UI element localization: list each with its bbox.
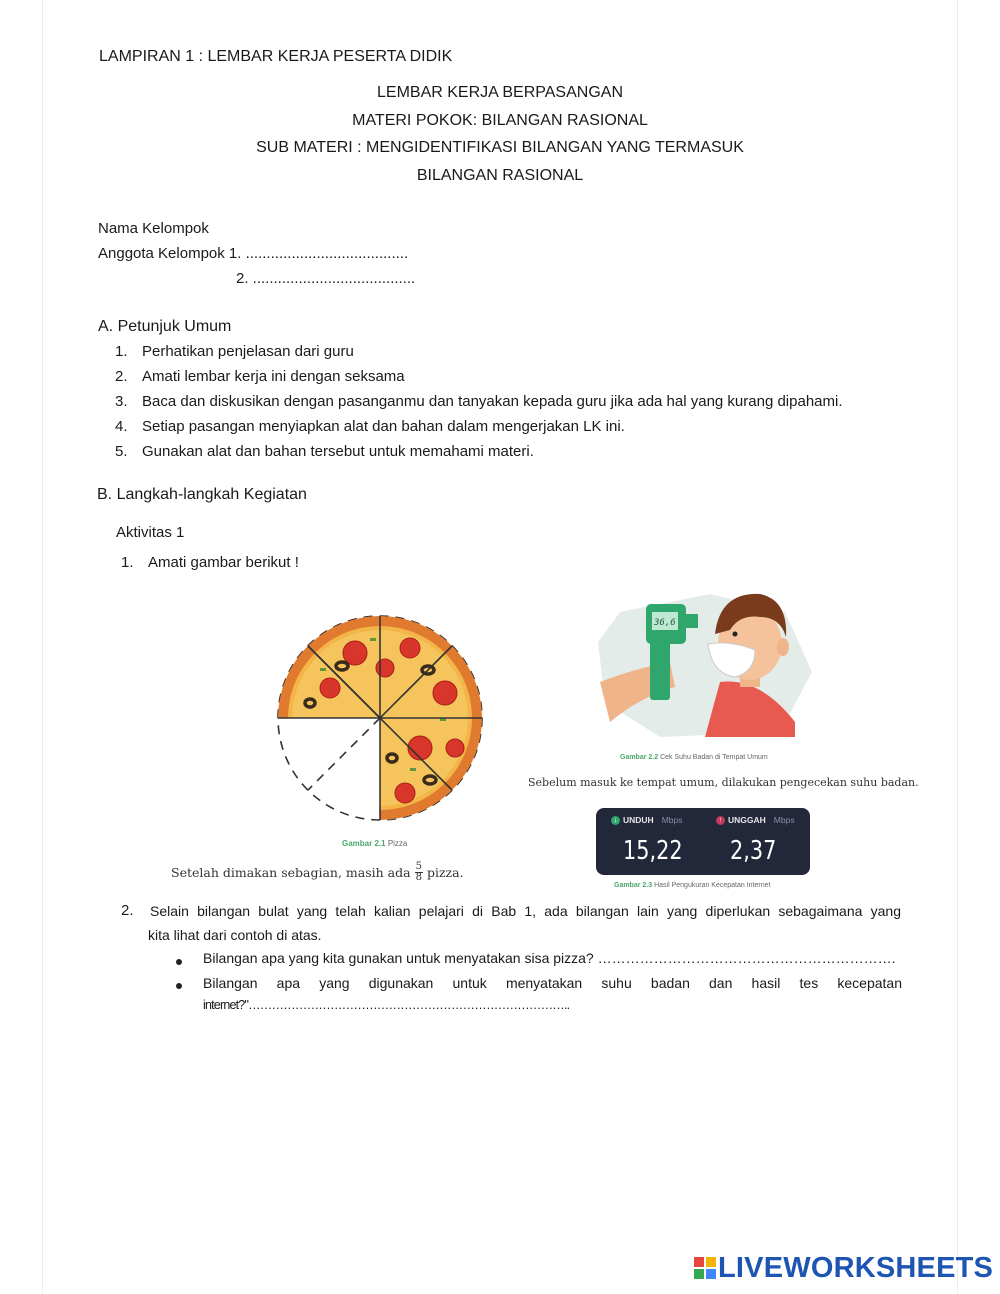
- download-arrow-icon: ↓: [611, 816, 620, 825]
- pizza-sentence-before: Setelah dimakan sebagian, masih ada: [171, 865, 411, 880]
- anggota-kelompok-1[interactable]: Anggota Kelompok 1. .......................................: [98, 245, 409, 262]
- question-bullet-1[interactable]: Bilangan apa yang kita gunakan untuk menyatakan sisa pizza? ……………………………………………………….: [203, 950, 896, 966]
- upload-arrow-icon: ↑: [716, 816, 725, 825]
- instruction-item-1: Perhatikan penjelasan dari guru: [142, 343, 354, 360]
- question-2-line-2: kita lihat dari contoh di atas.: [148, 927, 322, 943]
- question-2-line-1: Selain bilangan bulat yang telah kalian pelajari di Bab 1, ada bilangan lain yang diperlukan sebagaimana yang: [150, 903, 901, 919]
- instruction-num-4: 4.: [115, 418, 128, 435]
- instruction-item-5: Gunakan alat dan bahan tersebut untuk memahami materi.: [142, 443, 534, 460]
- logo-square-2: [706, 1257, 716, 1267]
- pizza-sentence-after: pizza.: [426, 865, 464, 880]
- download-unit: Mbps: [661, 815, 683, 825]
- pizza-caption-text: Pizza: [387, 839, 408, 848]
- logo-square-3: [694, 1269, 704, 1279]
- upload-unit: Mbps: [773, 815, 795, 825]
- question-2-num: 2.: [121, 902, 134, 919]
- page-edge-left: [42, 0, 43, 1294]
- activity-label: Aktivitas 1: [116, 524, 185, 541]
- fraction-denominator: 8: [415, 872, 422, 883]
- instruction-num-1: 1.: [115, 343, 128, 360]
- instruction-num-3: 3.: [115, 393, 128, 410]
- instruction-num-2: 2.: [115, 368, 128, 385]
- section-a-heading: A. Petunjuk Umum: [98, 318, 232, 335]
- question-bullet-2-line-2[interactable]: internet?"………………………………………………………………………..: [203, 998, 570, 1012]
- question-bullet-2-line-1: Bilangan apa yang digunakan untuk menyatakan suhu badan dan hasil tes kecepatan: [203, 975, 902, 991]
- step-1-num: 1.: [121, 554, 134, 571]
- pizza-sentence: [171, 862, 464, 883]
- download-header: [611, 815, 683, 825]
- download-label: UNDUH: [623, 815, 654, 825]
- pizza-fraction: [415, 862, 423, 883]
- upload-header: [716, 815, 795, 825]
- step-1-text: Amati gambar berikut !: [148, 554, 299, 571]
- upload-label: UNGGAH: [728, 815, 766, 825]
- page-edge-right: [957, 0, 958, 1294]
- bullet-1-dot: [176, 959, 182, 965]
- instruction-item-4: Setiap pasangan menyiapkan alat dan bahan dalam mengerjakan LK ini.: [142, 418, 625, 435]
- thermometer-illustration: [590, 582, 815, 742]
- title-line-2: MATERI POKOK: BILANGAN RASIONAL: [352, 112, 648, 129]
- pizza-caption: [342, 839, 407, 848]
- title-line-4: BILANGAN RASIONAL: [416, 167, 584, 184]
- thermo-caption-label: Gambar 2.2: [620, 754, 659, 761]
- download-value: 15,22: [623, 836, 683, 866]
- nama-kelompok-label: Nama Kelompok: [98, 220, 209, 237]
- thermo-caption-text: Cek Suhu Badan di Tempat Umum: [660, 754, 768, 761]
- logo-grid-icon: [694, 1257, 716, 1279]
- logo-square-4: [706, 1269, 716, 1279]
- anggota-kelompok-2[interactable]: 2. .......................................: [236, 270, 416, 287]
- section-b-heading: B. Langkah-langkah Kegiatan: [97, 486, 307, 503]
- fraction-numerator: 5: [415, 861, 422, 872]
- logo-square-1: [694, 1257, 704, 1267]
- pizza-illustration: [270, 608, 490, 828]
- title-line-3: SUB MATERI : MENGIDENTIFIKASI BILANGAN YANG TERMASUK: [256, 139, 744, 156]
- instruction-num-5: 5.: [115, 443, 128, 460]
- instruction-item-3: Baca dan diskusikan dengan pasanganmu dan tanyakan kepada guru jika ada hal yang kurang dipahami.: [142, 393, 843, 410]
- thermo-caption: [620, 754, 768, 761]
- thermo-sentence: Sebelum masuk ke tempat umum, dilakukan pengecekan suhu badan.: [528, 776, 919, 789]
- bullet-2-dot: [176, 983, 182, 989]
- speed-test-panel: [596, 808, 810, 875]
- thermometer-reading: 36,6: [654, 618, 676, 628]
- logo-text: LIVEWORKSHEETS: [718, 1251, 994, 1284]
- liveworksheets-logo: [694, 1253, 993, 1283]
- title-line-1: LEMBAR KERJA BERPASANGAN: [377, 84, 623, 101]
- instruction-item-2: Amati lembar kerja ini dengan seksama: [142, 368, 405, 385]
- speed-caption-label: Gambar 2.3: [614, 882, 653, 889]
- speed-caption: [614, 882, 770, 889]
- speed-caption-text: Hasil Pengukuran Kecepatan Internet: [654, 882, 771, 889]
- lampiran-heading: LAMPIRAN 1 : LEMBAR KERJA PESERTA DIDIK: [99, 48, 453, 65]
- pizza-caption-label: Gambar 2.1: [342, 839, 386, 848]
- upload-value: 2,37: [730, 836, 777, 866]
